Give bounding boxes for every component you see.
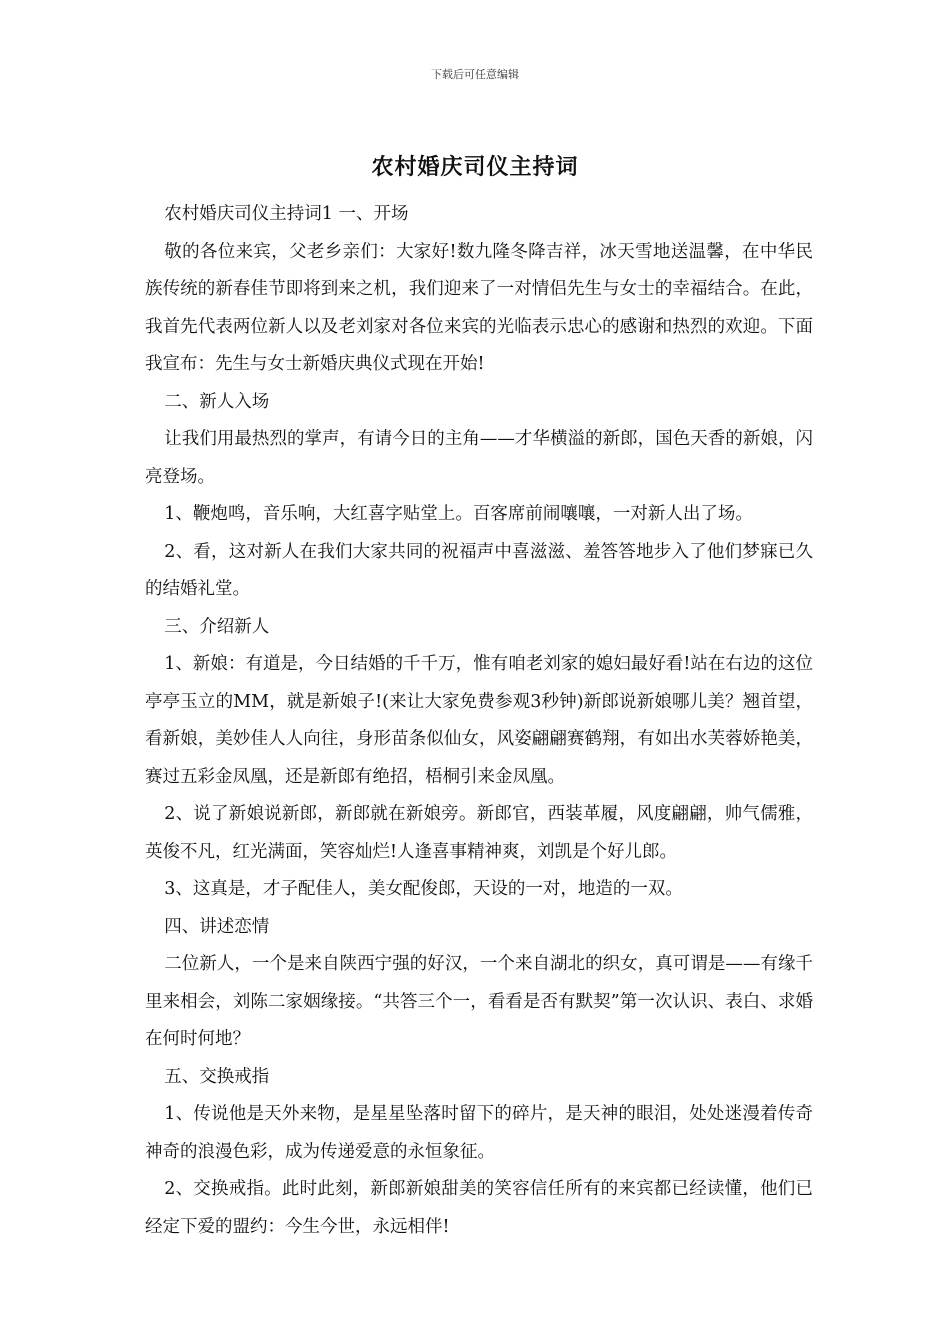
- paragraph: 2、看，这对新人在我们大家共同的祝福声中喜滋滋、羞答答地步入了他们梦寐已久的结婚礼堂。: [145, 541, 813, 599]
- paragraph: 2、说了新娘说新郎，新郎就在新娘旁。新郎官，西装革履，风度翩翩，帅气儒雅，英俊不凡，红光满面，笑容灿烂!人逢喜事精神爽，刘凯是个好儿郎。: [145, 804, 813, 862]
- section-heading: 二、新人入场: [164, 391, 270, 412]
- section-heading: 三、介绍新人: [164, 616, 270, 637]
- paragraph: 二位新人，一个是来自陕西宁强的好汉，一个来自湖北的织女，真可谓是——有缘千里来相会，刘陈二家姻缘接。“共答三个一，看看是否有默契”第一次认识、表白、求婚在何时何地？: [145, 954, 813, 1049]
- document-body: [145, 196, 813, 1246]
- header-note: 下载后可任意编辑: [431, 68, 519, 81]
- document-title: 农村婚庆司仪主持词: [371, 155, 579, 180]
- paragraph: 农村婚庆司仪主持词1 一、开场: [164, 204, 409, 224]
- paragraph: 1、新娘：有道是，今日结婚的千千万，惟有咱老刘家的媳妇最好看!站在右边的这位亭亭玉立的MM，就是新娘子!(来让大家免费参观3秒钟)新郎说新娘哪儿美？翘首望，看新娘，美妙佳人人向往，身形苗条似仙女，风姿翩翩赛鹤翔，有如出水芙蓉娇艳美，赛过五彩金凤凰，还是新郎有绝招，梧桐引来金凤凰。: [145, 654, 813, 787]
- paragraph: 2、交换戒指。此时此刻，新郎新娘甜美的笑容信任所有的来宾都已经读懂，他们已经定下爱的盟约：今生今世，永远相伴!: [145, 1179, 813, 1237]
- paragraph: 1、鞭炮鸣，音乐响，大红喜字贴堂上。百客席前闹嚷嚷，一对新人出了场。: [164, 504, 753, 524]
- paragraph: 敬的各位来宾，父老乡亲们：大家好!数九隆冬降吉祥，冰天雪地送温馨，在中华民族传统的新春佳节即将到来之机，我们迎来了一对情侣先生与女士的幸福结合。在此，我首先代表两位新人以及老刘家对各位来宾的光临表示忠心的感谢和热烈的欢迎。下面我宣布：先生与女士新婚庆典仪式现在开始!: [145, 241, 813, 374]
- section-heading: 四、讲述恋情: [164, 916, 270, 937]
- paragraph: 1、传说他是天外来物，是星星坠落时留下的碎片，是天神的眼泪，处处迷漫着传奇神奇的浪漫色彩，成为传递爱意的永恒象征。: [145, 1104, 813, 1162]
- paragraph: 3、这真是，才子配佳人，美女配俊郎，天设的一对，地造的一双。: [164, 879, 683, 899]
- section-heading: 五、交换戒指: [164, 1066, 270, 1087]
- paragraph: 让我们用最热烈的掌声，有请今日的主角——才华横溢的新郎，国色天香的新娘，闪亮登场。: [145, 429, 813, 487]
